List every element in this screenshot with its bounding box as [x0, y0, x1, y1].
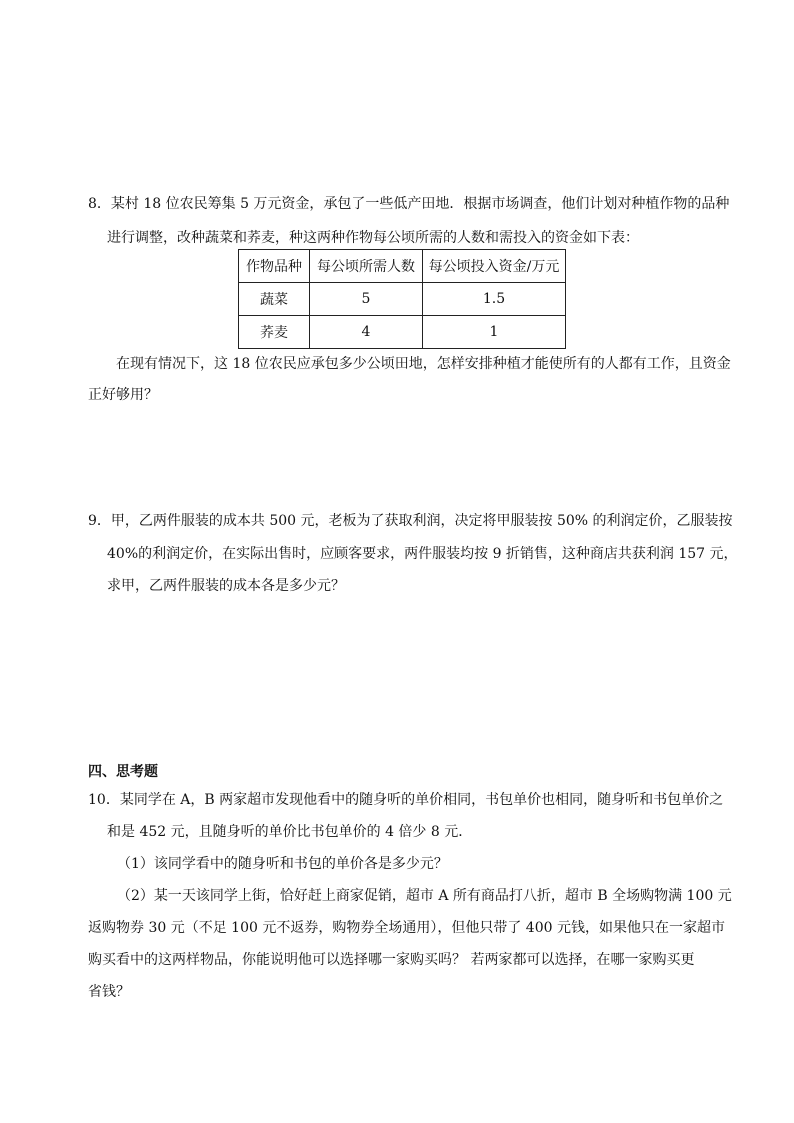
q10-sub-question-2-line-4: 省钱？ [88, 984, 130, 1000]
q9-line-2: 40%的利润定价，在实际出售时，应顾客要求，两件服装均按 9 折销售，这种商店共获利润 157 元， [107, 546, 738, 562]
table-cell: 蔬菜 [239, 283, 310, 316]
table-header-cell: 每公顷所需人数 [310, 250, 423, 283]
q10-sub-question-2-line-2: 返购物券 30 元（不足 100 元不返券，购物券全场通用），但他只带了 400 元钱，如果他只在一家超市 [88, 920, 725, 936]
table-cell: 5 [310, 283, 423, 316]
q10-line-1: 10．某同学在 A，B 两家超市发现他看中的随身听的单价相同，书包单价也相同，随身听和书包单价之 [88, 792, 724, 808]
q8-line-1: 8．某村 18 位农民筹集 5 万元资金，承包了一些低产田地．根据市场调查，他们计划对种植作物的品种 [88, 196, 730, 212]
q10-line-2: 和是 452 元，且随身听的单价比书包单价的 4 倍少 8 元． [107, 824, 473, 840]
table-cell: 1 [423, 316, 566, 349]
q9-line-1: 9．甲，乙两件服装的成本共 500 元，老板为了获取利润，决定将甲服装按 50% 的利润定价，乙服装按 [88, 513, 733, 529]
table-cell: 4 [310, 316, 423, 349]
table-header-row [239, 250, 566, 283]
table-row [239, 316, 566, 349]
q9-line-3: 求甲，乙两件服装的成本各是多少元？ [107, 578, 345, 594]
q10-sub-question-1: （1）该同学看中的随身听和书包的单价各是多少元？ [117, 856, 448, 872]
table-cell: 荞麦 [239, 316, 310, 349]
q10-sub-question-2-line-1: （2）某一天该同学上街，恰好赶上商家促销，超市 A 所有商品打八折，超市 B 全场购物满 100 元 [117, 888, 732, 904]
table-cell: 1.5 [423, 283, 566, 316]
crop-table [238, 249, 566, 349]
table-header-cell: 每公顷投入资金/万元 [423, 250, 566, 283]
q8-line-2: 进行调整，改种蔬菜和荞麦，种这两种作物每公顷所需的人数和需投入的资金如下表： [107, 230, 639, 246]
q10-sub-question-2-line-3: 购买看中的这两样物品，你能说明他可以选择哪一家购买吗？ 若两家都可以选择，在哪一家购买更 [88, 952, 695, 968]
q8-line-4: 正好够用？ [88, 387, 158, 403]
table-header-cell: 作物品种 [239, 250, 310, 283]
q8-line-3: 在现有情况下，这 18 位农民应承包多少公顷田地，怎样安排种植才能使所有的人都有工作，且资金 [116, 356, 731, 372]
table-row [239, 283, 566, 316]
section-heading: 四、思考题 [88, 764, 158, 780]
